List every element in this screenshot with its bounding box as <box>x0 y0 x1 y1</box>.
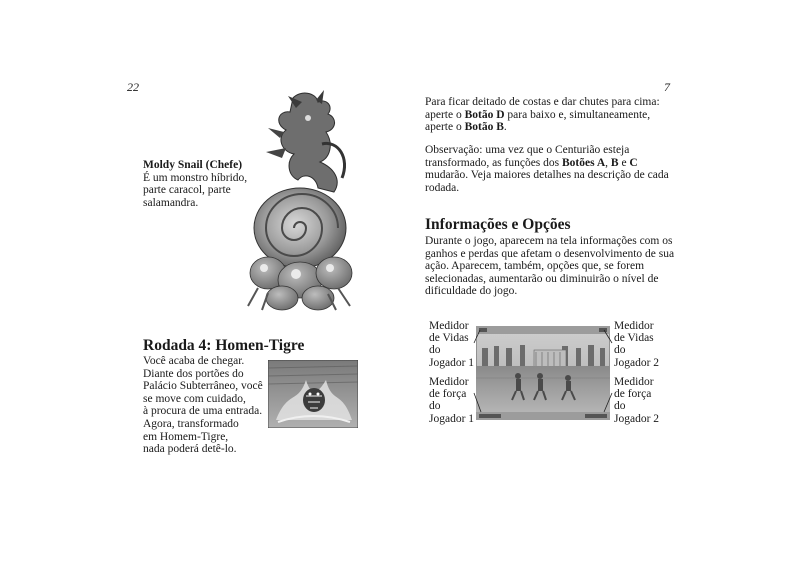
boss-name: Moldy Snail (Chefe) <box>143 159 243 171</box>
left-page-number: 22 <box>127 80 139 94</box>
observation-line: transformado, as funções dos Botões A, B e C <box>425 156 638 169</box>
callout-strength-player2: Medidor de força do Jogador 2 <box>614 376 660 425</box>
round4-line: Você acaba de chegar. <box>143 355 245 367</box>
kick-line: aperte o Botão B. <box>425 121 507 134</box>
boss-desc-line: salamandra. <box>143 196 199 209</box>
observation-line: Observação: uma vez que o Centurião esteja <box>425 144 630 156</box>
observation-line: mudarão. Veja maiores detalhes na descrição de cada <box>425 169 669 182</box>
info-line: ganhos e perdas que afetam o desenvolvimento de sua <box>425 247 675 260</box>
right-page-number: 7 <box>664 80 670 94</box>
observation-line: rodada. <box>425 181 460 194</box>
round4-line: Diante dos portões do <box>143 367 244 380</box>
button-b-label: Botão B <box>464 121 504 134</box>
round4-line: Agora, transformado <box>143 417 239 430</box>
info-line: Durante o jogo, aparecem na tela informações com os <box>425 235 673 247</box>
callout-lives-player1: Medidor de Vidas do Jogador 1 <box>429 320 475 369</box>
info-line: ação. Aparecem, também, opções que, se forem <box>425 260 645 273</box>
button-d-label: Botão D <box>464 108 505 121</box>
round4-heading: Rodada 4: Homen-Tigre <box>143 337 305 354</box>
round4-line: nada poderá detê-lo. <box>143 443 237 456</box>
round4-line: Palácio Subterrâneo, você <box>143 380 263 393</box>
kick-line: aperte o Botão D para baixo e, simultaneamente, <box>425 108 651 121</box>
callout-lives-player2: Medidor de Vidas do Jogador 2 <box>614 320 660 369</box>
info-line: selecionadas, aumentarão ou diminuirão o nível de <box>425 272 659 285</box>
boss-desc-line: É um monstro híbrido, <box>143 171 248 184</box>
callout-strength-player1: Medidor de força do Jogador 1 <box>429 376 475 425</box>
round4-line: se move com cuidado, <box>143 392 246 405</box>
kick-line: Para ficar deitado de costas e dar chutes para cima: <box>425 96 660 108</box>
info-line: dificuldade do jogo. <box>425 285 518 298</box>
info-options-heading: Informações e Opções <box>425 216 571 233</box>
boss-desc-line: parte caracol, parte <box>143 184 231 197</box>
round4-line: em Homem-Tigre, <box>143 430 229 443</box>
round4-line: à procura de uma entrada. <box>143 405 263 418</box>
